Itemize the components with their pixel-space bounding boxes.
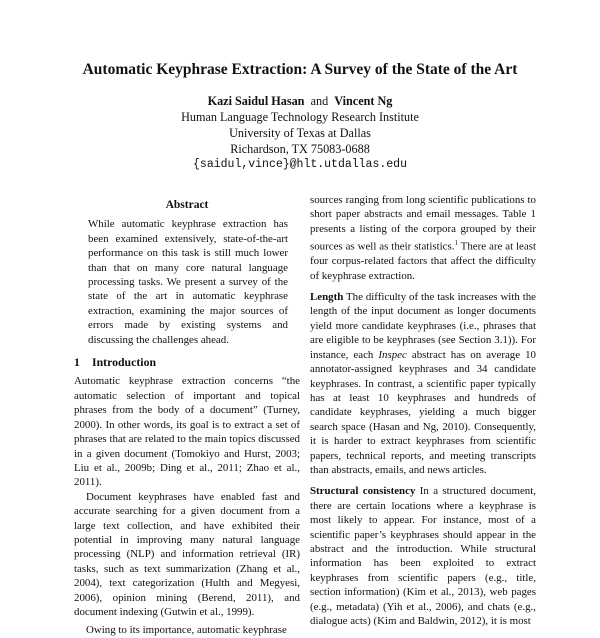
affiliation-address: Richardson, TX 75083-0688 bbox=[230, 142, 370, 156]
paper-title: Automatic Keyphrase Extraction: A Survey of the State of the Art bbox=[82, 61, 518, 78]
author-line bbox=[40, 93, 560, 109]
corpus-paragraph bbox=[310, 193, 536, 283]
author-block bbox=[40, 93, 560, 173]
author-conjunction: and bbox=[310, 94, 329, 108]
intro-paragraph-3: Owing to its importance, automatic keyphrase bbox=[86, 624, 287, 637]
section-heading-introduction bbox=[74, 355, 300, 369]
author-name-1: Kazi Saidul Hasan bbox=[207, 94, 305, 108]
corpus-text-b: There are at least four corpus-related factors that affect the difficulty of keyphrase extraction. bbox=[310, 240, 536, 282]
affiliation-institute: Human Language Technology Research Institute bbox=[181, 110, 419, 124]
length-paragraph bbox=[310, 290, 536, 477]
section-title: Introduction bbox=[92, 355, 157, 370]
footnote-mark: 1 bbox=[454, 239, 458, 248]
structural-run-in-heading: Structural consistency bbox=[310, 485, 416, 498]
section-number: 1 bbox=[74, 355, 80, 370]
abstract-text: While automatic keyphrase extraction has been examined extensively, state-of-the-art performance on this task is still much lower than that on many core natural language processing tasks. We present a survey of the state of the art in automatic keyphrase extraction, examining the major sources of errors made by existing systems and discussing the challenges ahead. bbox=[88, 218, 288, 346]
structural-paragraph bbox=[310, 484, 536, 628]
left-column bbox=[74, 198, 300, 638]
inspec-term: Inspec bbox=[378, 348, 407, 361]
intro-paragraph-2: Document keyphrases have enabled fast and accurate searching for a given document from a large text collection, and have exhibited their potential in improving many natural language processing (NLP) and information retrieval (IR) tasks, such as text summarization (Zhang et al., 2004), text categorization (Hulth and Megyesi, 2006), opinion mining (Berend, 2011), and document indexing (Gutwin et al., 1999). bbox=[74, 490, 300, 618]
length-text-b: abstract has on average 10 annotator-assigned keyphrases and 34 candidate keyphrases. In contrast, a scientific paper typically has at least 10 keyphrases and hundreds of candidate keyphrases, yielding a much bigger search space (Hasan and Ng, 2010). Consequently, it is harder to extract keyphrases from scientific papers, technical reports, and meeting transcripts than abstracts, emails, and news articles. bbox=[310, 348, 536, 476]
length-text-a: The difficulty of the task increases with the length of the input document as longer documents yield more candidate keyphrases (i.e., phrases that are eligible to be keyphrases (see Section 3.1)). For instance, each bbox=[310, 291, 536, 361]
affiliation-university: University of Texas at Dallas bbox=[229, 126, 371, 140]
intro-paragraph-1: Automatic keyphrase extraction concerns “the automatic selection of important and topical phrases from the body of a document” (Turney, 2000). In other words, its goal is to extract a set of phrases that are related to the main topics discussed in a given document (Tomokiyo and Hurst, 2003; Liu et al., 2009b; Ding et al., 2011; Zhao et al., 2011). bbox=[74, 375, 300, 489]
author-name-2: Vincent Ng bbox=[334, 94, 393, 108]
corpus-text-a: sources ranging from long scientific publications to short paper abstracts and email messages. Table 1 presents a listing of the corpora grouped by their sources as well as their statistics. bbox=[310, 194, 536, 253]
author-email: {saidul,vince}@hlt.utdallas.edu bbox=[193, 158, 407, 171]
right-column bbox=[310, 193, 536, 628]
length-run-in-heading: Length bbox=[310, 291, 344, 304]
structural-text: In a structured document, there are certain locations where a keyphrase is most likely to appear. For instance, most of a scientific paper’s keyphrases should appear in the abstract and the introduction. While structural information has been exploited to extract keyphrases from scientific papers (e.g., title, section information) (Kim et al., 2013), web pages (e.g., metadata) (Yih et al., 2006), and chats (e.g., dialogue acts) (Kim and Baldwin, 2012), it is most bbox=[310, 485, 536, 627]
abstract-heading: Abstract bbox=[165, 199, 209, 211]
